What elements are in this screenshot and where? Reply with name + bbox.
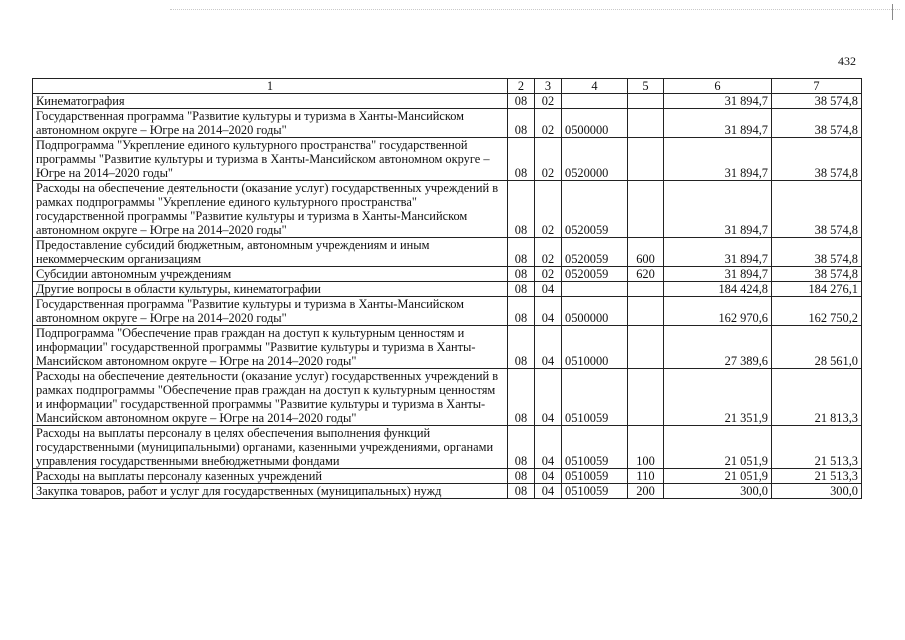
row-target-article-cell: 0510000 [562,326,628,369]
table-row [33,282,862,297]
row-subsection-cell: 04 [535,484,562,499]
row-section-cell: 08 [508,426,535,469]
row-amount-1-cell: 31 894,7 [664,109,772,138]
row-expense-type-cell [628,282,664,297]
row-section-cell: 08 [508,267,535,282]
row-expense-type-cell: 200 [628,484,664,499]
row-target-article-cell [562,94,628,109]
row-amount-1-cell: 31 894,7 [664,238,772,267]
table-row [33,369,862,426]
budget-table [32,78,862,499]
header-col-4: 4 [562,79,628,94]
header-col-1: 1 [33,79,508,94]
row-target-article-cell: 0510059 [562,469,628,484]
row-target-article-cell: 0510059 [562,369,628,426]
page-number: 432 [838,54,856,68]
row-amount-2-cell: 38 574,8 [772,238,862,267]
table-row [33,326,862,369]
row-amount-2-cell: 38 574,8 [772,109,862,138]
row-amount-1-cell: 31 894,7 [664,94,772,109]
row-target-article-cell: 0520059 [562,238,628,267]
table-row [33,109,862,138]
row-subsection-cell: 04 [535,326,562,369]
row-section-cell: 08 [508,469,535,484]
row-name-cell: Расходы на выплаты персоналу в целях обеспечения выполнения функций государственными (муниципальными) органами, казенными учреждениями, органами управления государственными внебюджетными фондами [33,426,508,469]
row-name-cell: Кинематография [33,94,508,109]
row-expense-type-cell [628,94,664,109]
table-row [33,181,862,238]
table-row [33,238,862,267]
row-amount-1-cell: 21 051,9 [664,469,772,484]
table-row [33,297,862,326]
row-subsection-cell: 02 [535,94,562,109]
row-subsection-cell: 04 [535,469,562,484]
row-expense-type-cell: 620 [628,267,664,282]
row-amount-2-cell: 300,0 [772,484,862,499]
table-row [33,94,862,109]
header-row [33,79,862,94]
header-col-5: 5 [628,79,664,94]
row-expense-type-cell [628,326,664,369]
row-amount-2-cell: 38 574,8 [772,267,862,282]
row-section-cell: 08 [508,326,535,369]
table-row [33,267,862,282]
row-section-cell: 08 [508,282,535,297]
row-amount-2-cell: 38 574,8 [772,94,862,109]
header-col-7: 7 [772,79,862,94]
header-col-6: 6 [664,79,772,94]
row-amount-1-cell: 300,0 [664,484,772,499]
row-amount-2-cell: 21 513,3 [772,426,862,469]
row-amount-2-cell: 28 561,0 [772,326,862,369]
row-expense-type-cell: 100 [628,426,664,469]
row-expense-type-cell [628,181,664,238]
row-target-article-cell: 0500000 [562,109,628,138]
row-name-cell: Субсидии автономным учреждениям [33,267,508,282]
row-section-cell: 08 [508,238,535,267]
row-name-cell: Другие вопросы в области культуры, кинематографии [33,282,508,297]
row-amount-1-cell: 31 894,7 [664,181,772,238]
row-target-article-cell: 0510059 [562,484,628,499]
row-name-cell: Предоставление субсидий бюджетным, автономным учреждениям и иным некоммерческим организациям [33,238,508,267]
scan-artifact-mark [892,4,893,20]
row-target-article-cell: 0520059 [562,267,628,282]
row-expense-type-cell [628,369,664,426]
row-amount-1-cell: 27 389,6 [664,326,772,369]
row-amount-2-cell: 184 276,1 [772,282,862,297]
row-name-cell: Государственная программа "Развитие культуры и туризма в Ханты-Мансийском автономном округе – Югре на 2014–2020 годы" [33,109,508,138]
row-target-article-cell [562,282,628,297]
row-target-article-cell: 0500000 [562,297,628,326]
scan-artifact-line [170,9,900,10]
row-amount-1-cell: 162 970,6 [664,297,772,326]
row-amount-1-cell: 31 894,7 [664,267,772,282]
row-name-cell: Расходы на выплаты персоналу казенных учреждений [33,469,508,484]
row-subsection-cell: 04 [535,426,562,469]
row-name-cell: Подпрограмма "Укрепление единого культурного пространства" государственной программы "Развитие культуры и туризма в Ханты-Мансийском автономном округе – Югре на 2014–2020 годы" [33,138,508,181]
row-amount-1-cell: 21 351,9 [664,369,772,426]
row-amount-1-cell: 31 894,7 [664,138,772,181]
row-section-cell: 08 [508,297,535,326]
row-target-article-cell: 0510059 [562,426,628,469]
row-amount-1-cell: 184 424,8 [664,282,772,297]
row-expense-type-cell: 110 [628,469,664,484]
header-col-2: 2 [508,79,535,94]
row-section-cell: 08 [508,138,535,181]
table-row [33,484,862,499]
row-section-cell: 08 [508,109,535,138]
row-amount-2-cell: 38 574,8 [772,138,862,181]
row-amount-2-cell: 21 813,3 [772,369,862,426]
row-name-cell: Закупка товаров, работ и услуг для государственных (муниципальных) нужд [33,484,508,499]
row-subsection-cell: 02 [535,181,562,238]
row-expense-type-cell [628,138,664,181]
row-section-cell: 08 [508,181,535,238]
row-subsection-cell: 02 [535,267,562,282]
table-row [33,469,862,484]
row-amount-2-cell: 162 750,2 [772,297,862,326]
row-amount-2-cell: 38 574,8 [772,181,862,238]
row-name-cell: Расходы на обеспечение деятельности (оказание услуг) государственных учреждений в рамках подпрограммы "Обеспечение прав граждан на доступ к культурным ценностям и информации" государственной программы "Развитие культуры и туризма в Ханты-Мансийском автономном округе – Югре на 2014–2020 годы" [33,369,508,426]
row-section-cell: 08 [508,369,535,426]
row-name-cell: Подпрограмма "Обеспечение прав граждан на доступ к культурным ценностям и информации" государственной программы "Развитие культуры и туризма в Ханты-Мансийском автономном округе – Югре на 2014–2020 годы" [33,326,508,369]
table-row [33,426,862,469]
row-subsection-cell: 02 [535,109,562,138]
header-col-3: 3 [535,79,562,94]
row-amount-2-cell: 21 513,3 [772,469,862,484]
row-section-cell: 08 [508,484,535,499]
row-amount-1-cell: 21 051,9 [664,426,772,469]
row-expense-type-cell [628,109,664,138]
row-target-article-cell: 0520000 [562,138,628,181]
row-name-cell: Расходы на обеспечение деятельности (оказание услуг) государственных учреждений в рамках подпрограммы "Укрепление единого культурного пространства" государственной программы "Развитие культуры и туризма в Ханты-Мансийском автономном округе – Югре на 2014–2020 годы" [33,181,508,238]
row-subsection-cell: 02 [535,238,562,267]
row-name-cell: Государственная программа "Развитие культуры и туризма в Ханты-Мансийском автономном округе – Югре на 2014–2020 годы" [33,297,508,326]
row-target-article-cell: 0520059 [562,181,628,238]
row-expense-type-cell: 600 [628,238,664,267]
row-subsection-cell: 04 [535,282,562,297]
row-section-cell: 08 [508,94,535,109]
row-subsection-cell: 04 [535,369,562,426]
row-subsection-cell: 04 [535,297,562,326]
row-expense-type-cell [628,297,664,326]
table-row [33,138,862,181]
row-subsection-cell: 02 [535,138,562,181]
